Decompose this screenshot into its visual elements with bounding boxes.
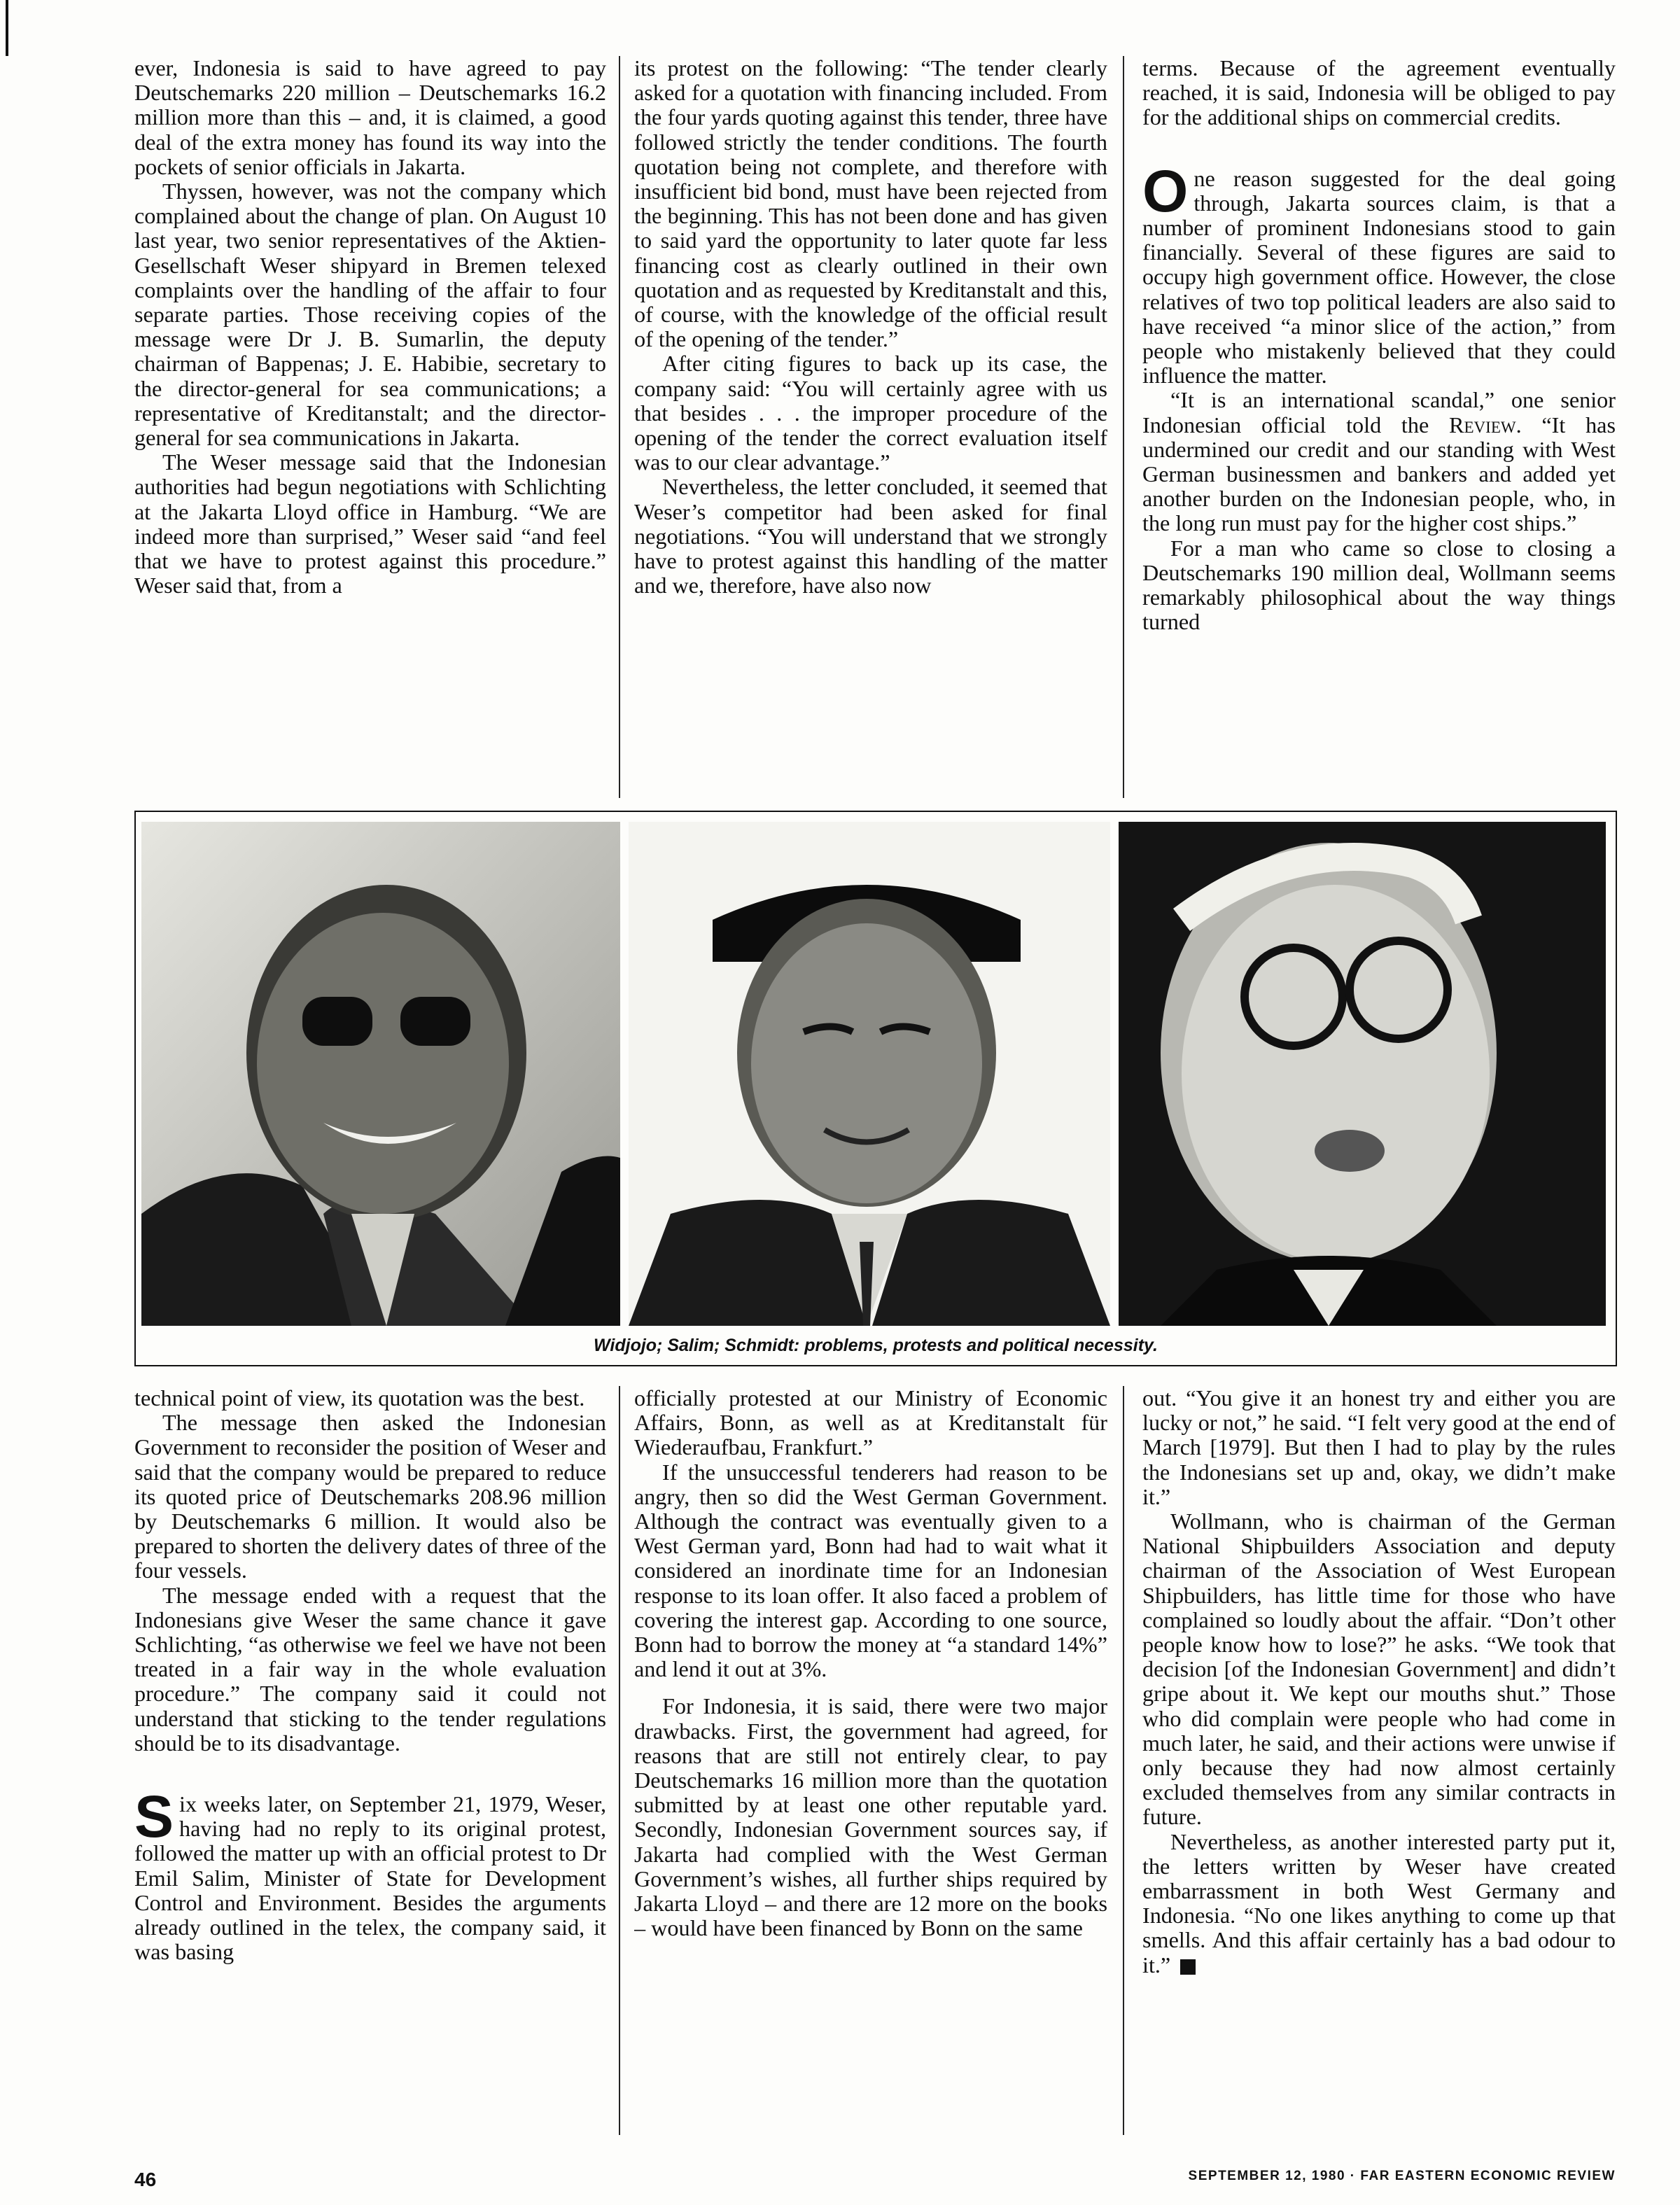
column-2-top [634,56,1107,812]
column-3-bottom [1142,1386,1616,2142]
paragraph: Thyssen, however, was not the company which complained about the change of plan. On August 10 last year, two senior representatives of the Aktien-Gesellschaft Weser shipyard in Bremen telexed complaints over the handling of the affair to four separate parties. Those receiving copies of the message were Dr J. B. Sumarlin, the deputy chairman of Bappenas; J. E. Habibie, secretary to the director-general for sea communications; a representative of Kreditanstalt; and the director-general for sea communications in Jakarta. [134,178,606,451]
paragraph: For a man who came so close to closing a Deutschemarks 190 million deal, Wollmann seems remarkably philosophical about the way things turned [1142,535,1616,635]
paragraph: The Weser message said that the Indonesian authorities had begun negotiations with Schlichting at the Jakarta Lloyd office in Hamburg. “We are indeed more than surprised,” Weser said “and feel that we have to protest against this procedure.” Weser said that, from a [134,449,606,598]
paragraph: Wollmann, who is chairman of the German National Shipbuilders Association and deputy chairman of the Association of West European Shipbuilders, has little time for those who have complained so loudly about the affair. “Don’t other people know how to lose?” he asks. “We took that decision [of the Indonesian Government] and didn’t gripe about it. We kept our mouths shut.” Those who did complain were people who had come in much later, he said, and their actions were unwise if only because they had now almost certainly excluded themselves from any similar contracts in future. [1142,1508,1616,1830]
photo-strip [134,811,1617,1366]
column-1-top [134,56,606,812]
paragraph: its protest on the following: “The tender clearly asked for a quotation with financing included. From the four yards quoting against this tender, three have followed strictly the tender conditions. The fourth quotation being not complete, and therefore with insufficient bid bond, must have been rejected from the beginning. This has not been done and has given to said yard the opportunity to later quote far less financing cost as clearly outlined in their own quotation and as requested by Kreditanstalt and this, of course, with the knowledge of the official result of the opening of the tender.” [634,56,1107,352]
paragraph: technical point of view, its quotation was the best. [134,1386,585,1410]
portrait-image [141,822,620,1326]
column-rule [1123,1386,1124,2135]
paragraph: If the unsuccessful tenderers had reason to be angry, then so did the West German Government. Although the contract was eventually given to a West German yard, Bonn had had to wait what it considered an inordinate time for an Indonesian response to its loan offer. It also faced a problem of covering the interest gap. According to one source, Bonn had to borrow the money at “a standard 14%” and lend it out at 3%. [634,1459,1107,1682]
paragraph: The message ended with a request that the Indonesians give Weser the same chance it gave Schlichting, “as otherwise we feel we have not been treated in a fair way in the whole evaluation procedure.” The company said it could not understand that sticking to the tender regulations should be to its disadvantage. [134,1582,606,1756]
paragraph: For Indonesia, it is said, there were two major drawbacks. First, the government had agreed, for reasons that are still not entirely clear, to pay Deutschemarks 16 million more than the quotation submitted by at least one other reputable yard. Secondly, Indonesian Government sources say, if Jakarta had complied with the West German Government’s wishes, all further ships required by Jakarta Lloyd – and there are 12 more on the books – would have been financed by Bonn on the same [634,1693,1107,1941]
paragraph [1142,388,1616,536]
portrait-image [629,822,1110,1326]
quote-text: . “It has undermined our credit and our standing with West German businessmen and bankers and added yet another burden on the Indonesian people, who, in the long run must pay for the higher cost ships.” [1142,412,1616,536]
column-2-bottom [634,1386,1107,2142]
end-mark-icon [1180,1959,1196,1975]
paragraph [1142,1830,1616,1977]
page-folio: SEPTEMBER 12, 1980 · FAR EASTERN ECONOMIC REVIEW [1188,2169,1616,2183]
paragraph-text: ix weeks later, on September 21, 1979, Weser, having had no reply to its original protest, followed the matter up with an official protest to Dr Emil Salim, Minister of State for Development Control and Environment. Besides the arguments already outlined in the telex, the company said, it was basing [134,1791,606,1965]
column-3-top [1142,56,1616,812]
page-number: 46 [134,2169,157,2190]
paragraph: Nevertheless, the letter concluded, it seemed that Weser’s competitor had been asked for final negotiations. “You will understand that we strongly have to protest against this handling of the matter and we, therefore, have also now [634,474,1107,598]
photo-caption: Widjojo; Salim; Schmidt: problems, protests and political necessity. [594,1336,1158,1355]
column-rule [619,56,620,798]
publication-name: Review [1449,412,1516,438]
photo-salim [629,822,1110,1326]
paragraph: terms. Because of the agreement eventually reached, it is said, Indonesia will be obliged to pay for the additional ships on commercial credits. [1142,56,1616,130]
paragraph: ever, Indonesia is said to have agreed to pay Deutschemarks 220 million – Deutschemarks 16.2 million more than this – and, it is claimed, a good deal of the extra money has found its way into the pockets of senior officials in Jakarta. [134,56,606,179]
photo-schmidt [1119,822,1606,1326]
drop-cap: S [134,1784,174,1850]
portrait-image [1119,822,1606,1326]
column-1-bottom [134,1386,606,2142]
paragraph-text: Nevertheless, as another interested party put it, the letters written by Weser have created embarrassment in both West Germany and Indonesia. “No one likes anything to come up that smells. And this affair certainly has a bad odour to it.” [1142,1828,1616,1977]
column-rule [619,1386,620,2135]
drop-cap: O [1142,158,1189,224]
paragraph: The message then asked the Indonesian Government to reconsider the position of Weser and said that the company would be prepared to reduce its quoted price of Deutschemarks 208.96 million by Deutschemarks 6 million. It would also be prepared to shorten the delivery dates of three of the four vessels. [134,1410,606,1583]
paragraph: officially protested at our Ministry of Economic Affairs, Bonn, as well as at Kreditanstalt für Wiederaufbau, Frankfurt.” [634,1386,1107,1460]
quote-text: “It is an international scandal,” one senior Indonesian official told the [1142,387,1616,438]
paragraph-with-initial [1142,158,1616,388]
column-rule [1123,56,1124,798]
photo-widjojo [141,822,620,1326]
paragraph: out. “You give it an honest try and either you are lucky or not,” he said. “I felt very good at the end of March [1979]. But then I had to play by the rules the Indonesians set up and, okay, we didn’t make it.” [1142,1386,1616,1509]
paragraph-with-initial [134,1784,606,1965]
page-edge-mark [6,0,8,56]
paragraph-text: ne reason suggested for the deal going through, Jakarta sources claim, is that a number of prominent Indonesians stood to gain financially. Several of these figures are said to occupy high government office. However, the close relatives of two top political leaders are also said to have received “a minor slice of the action,” from people who mistakenly believed that they could influence the matter. [1142,165,1616,388]
paragraph: After citing figures to back up its case, the company said: “You will certainly agree with us that besides . . . the improper procedure of the opening of the tender the correct evaluation itself was to our clear advantage.” [634,351,1107,475]
